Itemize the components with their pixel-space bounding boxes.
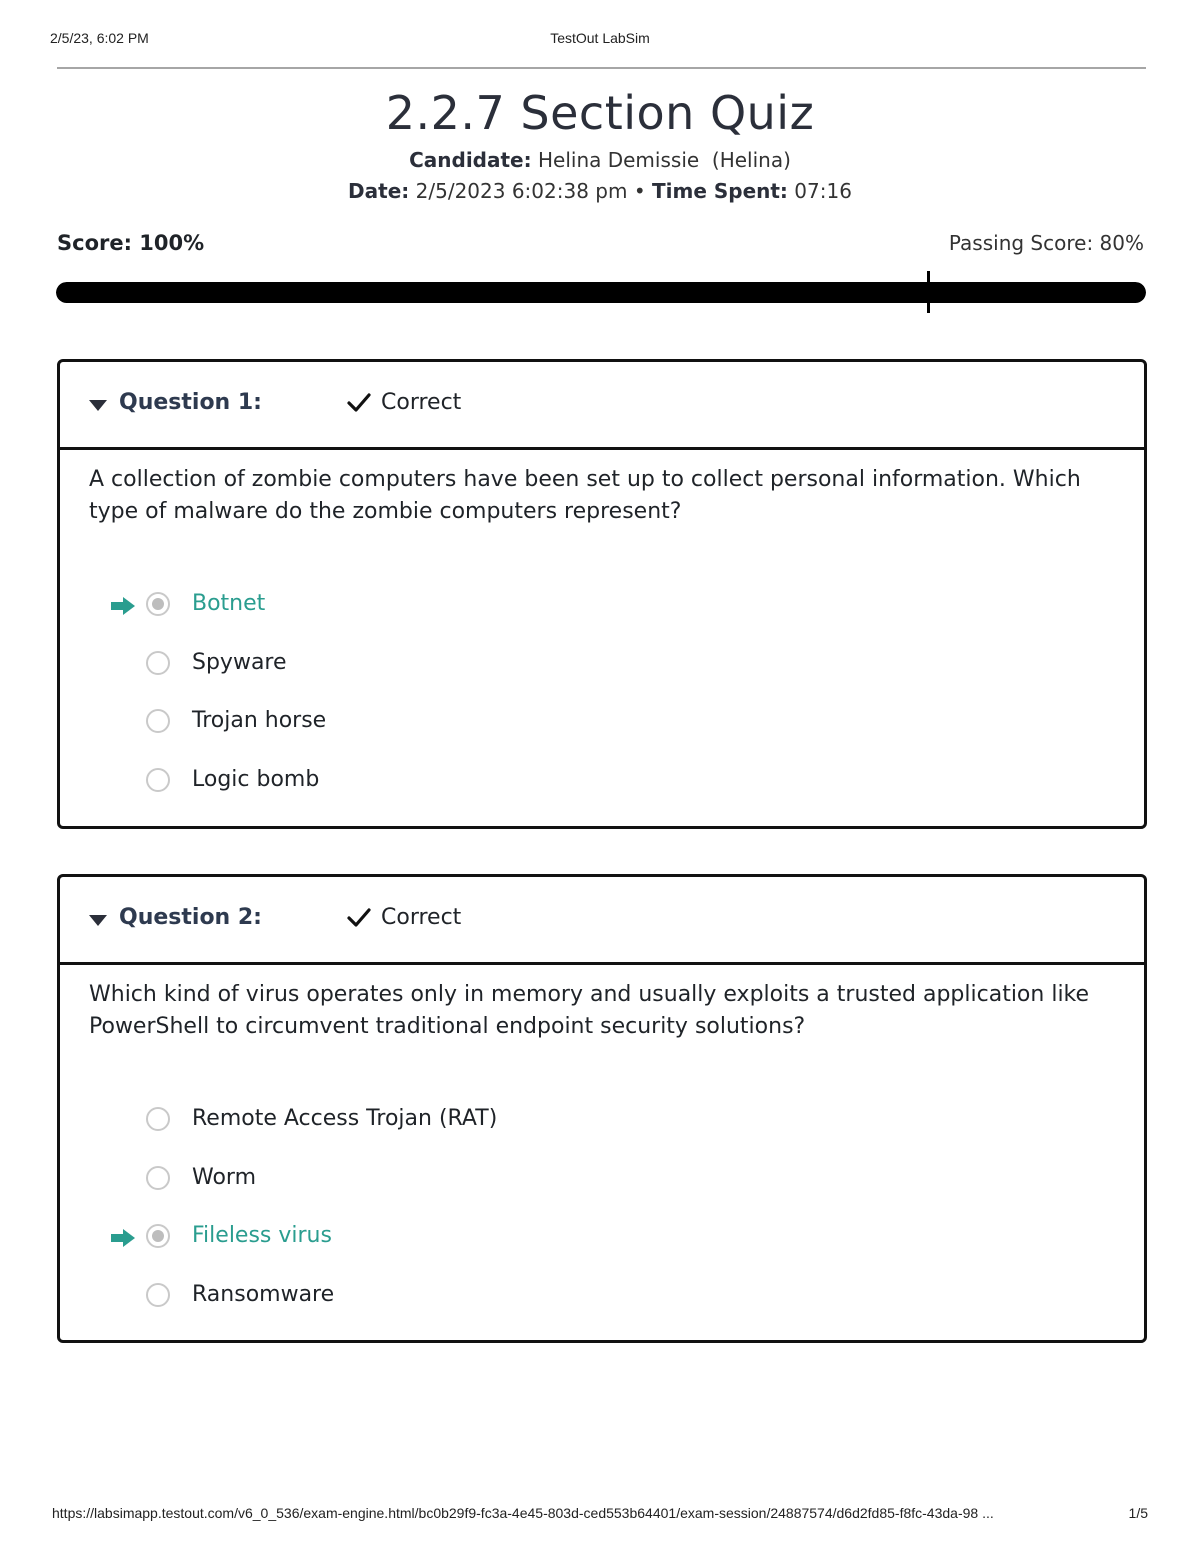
- answer-label: Worm: [192, 1165, 257, 1190]
- radio-button[interactable]: [146, 1224, 170, 1248]
- answer-option[interactable]: [60, 1103, 1144, 1143]
- print-header: [50, 30, 1150, 50]
- caret-down-icon[interactable]: [89, 915, 107, 926]
- meta-separator: •: [633, 179, 646, 203]
- arrow-right-icon: [110, 596, 136, 616]
- answer-option[interactable]: [60, 647, 1144, 687]
- date-value: 2/5/2023 6:02:38 pm: [415, 179, 628, 203]
- print-footer: [52, 1505, 1148, 1525]
- question-status: Correct: [381, 390, 462, 415]
- question-header[interactable]: [60, 362, 1144, 450]
- question-label: Question 1:: [119, 390, 262, 415]
- answer-label: Spyware: [192, 650, 287, 675]
- question-label: Question 2:: [119, 905, 262, 930]
- score-bar: [56, 282, 1146, 303]
- radio-button[interactable]: [146, 1166, 170, 1190]
- answer-label: Fileless virus: [192, 1223, 332, 1248]
- answer-option[interactable]: [60, 705, 1144, 745]
- answer-label: Botnet: [192, 591, 266, 616]
- question-status: Correct: [381, 905, 462, 930]
- radio-button[interactable]: [146, 768, 170, 792]
- answer-label: Logic bomb: [192, 767, 320, 792]
- radio-button[interactable]: [146, 1283, 170, 1307]
- score-bar-fill: [56, 282, 1146, 303]
- candidate-value: Helina Demissie (Helina): [537, 148, 791, 172]
- header-divider: [57, 67, 1146, 69]
- answer-option[interactable]: [60, 588, 1144, 628]
- date-label: Date:: [348, 179, 410, 203]
- print-page-title: TestOut LabSim: [550, 30, 650, 46]
- score-text: Score: 100%: [57, 231, 205, 255]
- time-spent-value: 07:16: [794, 179, 852, 203]
- check-icon: [346, 392, 372, 414]
- question-text: A collection of zombie computers have been set up to collect personal information. Which type of malware do the zombie computers represent?: [89, 467, 1081, 524]
- question-header[interactable]: [60, 877, 1144, 965]
- print-url[interactable]: https://labsimapp.testout.com/v6_0_536/exam-engine.html/bc0b29f9-fc3a-4e45-803d-ced553b64401/exam-session/24887574/d6d2fd85-f8fc-43da-98 ...: [52, 1505, 994, 1521]
- radio-button[interactable]: [146, 1107, 170, 1131]
- caret-down-icon[interactable]: [89, 400, 107, 411]
- question-card-1: [57, 359, 1147, 829]
- check-icon: [346, 907, 372, 929]
- radio-button[interactable]: [146, 592, 170, 616]
- print-datetime: 2/5/23, 6:02 PM: [50, 30, 149, 46]
- answer-option[interactable]: [60, 1162, 1144, 1202]
- answer-label: Trojan horse: [192, 708, 327, 733]
- page-title: 2.2.7 Section Quiz: [385, 86, 815, 140]
- time-spent-label: Time Spent:: [651, 179, 788, 203]
- question-text: Which kind of virus operates only in memory and usually exploits a trusted application like PowerShell to circumvent traditional endpoint security solutions?: [89, 982, 1090, 1039]
- candidate-line: [0, 148, 1200, 172]
- passing-score-text: Passing Score: 80%: [948, 231, 1144, 255]
- radio-button[interactable]: [146, 651, 170, 675]
- answer-option[interactable]: [60, 764, 1144, 804]
- print-page-number: 1/5: [1128, 1505, 1148, 1521]
- date-line: [0, 179, 1200, 203]
- candidate-label: Candidate:: [409, 148, 532, 172]
- arrow-right-icon: [110, 1228, 136, 1248]
- question-card-2: [57, 874, 1147, 1343]
- answer-label: Remote Access Trojan (RAT): [192, 1106, 498, 1131]
- answer-option[interactable]: [60, 1279, 1144, 1319]
- answer-label: Ransomware: [192, 1282, 335, 1307]
- radio-button[interactable]: [146, 709, 170, 733]
- answer-option[interactable]: [60, 1220, 1144, 1260]
- passing-score-marker: [927, 271, 930, 313]
